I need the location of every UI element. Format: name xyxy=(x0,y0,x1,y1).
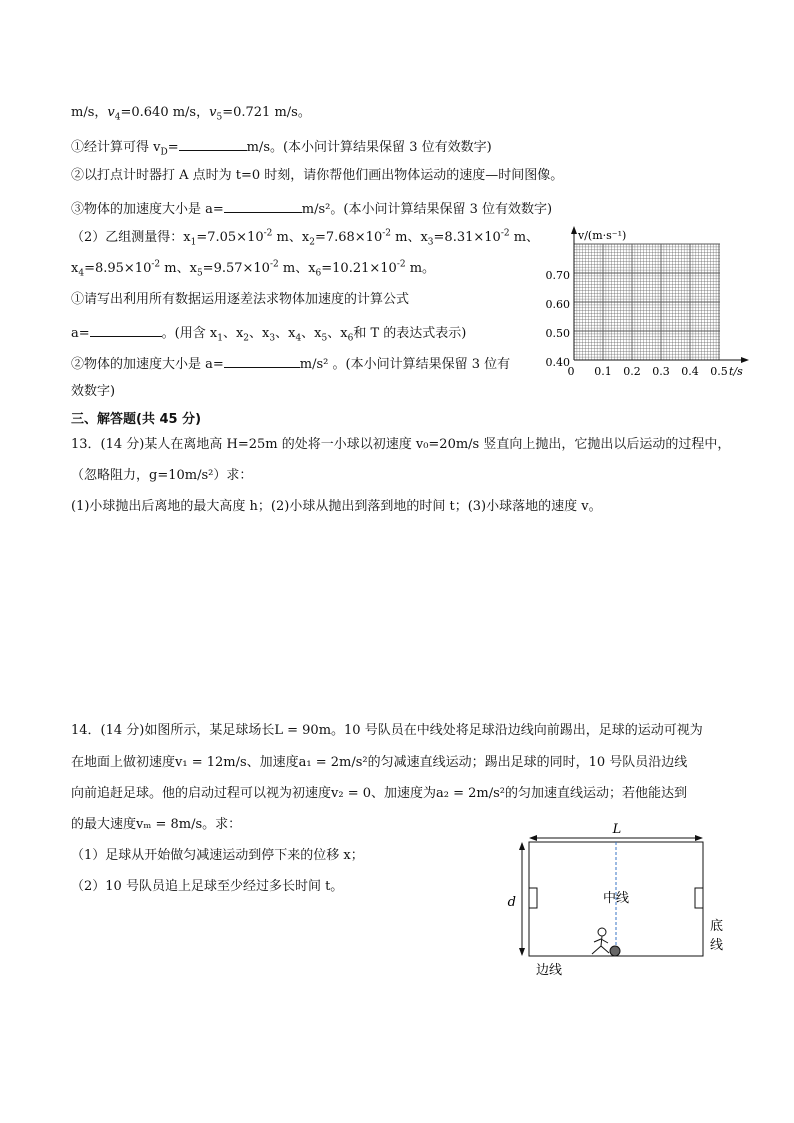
q12-formula-instruction: ①请写出利用所有数据运用逐差法求物体加速度的计算公式 xyxy=(71,292,410,307)
left-goal xyxy=(529,888,537,908)
baseline-label-2: 线 xyxy=(710,938,724,953)
y-axis-label: v/(m·s⁻¹) xyxy=(578,229,627,242)
q13-sub-questions: (1)小球抛出后离地的最大高度 h；(2)小球从抛出到落到地的时间 t；(3)小球落地的速度 v。 xyxy=(71,499,602,514)
sideline-label: 边线 xyxy=(536,963,563,978)
soccer-ball xyxy=(610,946,620,956)
q12-accel-line-2: ②物体的加速度大小是 a= m/s² 。(本小问计算结果保留 3 位有 xyxy=(71,354,510,373)
x-tick-label: 0.1 xyxy=(594,365,612,376)
q14-stem-2: 在地面上做初速度v₁ = 12m/s、加速度a₁ = 2m/s²的匀减速直线运动；踢出足球的同时，10 号队员沿边线 xyxy=(71,755,688,770)
q12-group-b-data-1: （2）乙组测量得：$x_1=7.05\times 10^{-2}$ m、$x_2=7.68\times 10^{-2}$ m、$x_3=8.31\times 10^{-2}$ m、 xyxy=(71,228,540,248)
x-tick-label: 0.5 xyxy=(710,365,728,376)
section-heading: 三、解答题(共 45 分) xyxy=(71,412,202,427)
accel-answer-blank[interactable] xyxy=(224,199,302,213)
player-arm-left xyxy=(594,939,601,942)
width-arrow-bottom xyxy=(519,948,525,956)
right-goal xyxy=(695,888,703,908)
q14-part-2: （2）10 号队员追上足球至少经过多长时间 t。 xyxy=(71,879,344,894)
player-figure xyxy=(592,928,609,954)
q12-vd-line: ①经计算可得 $v_D= m/s$。(本小问计算结果保留 3 位有效数字) xyxy=(71,137,492,156)
length-label: L xyxy=(612,822,622,837)
width-arrow-top xyxy=(519,842,525,850)
q13-stem-1: 13．(14 分)某人在离地高 H=25m 的处将一小球以初速度 v₀=20m/s 竖直向上抛出，它抛出以后运动的过程中， xyxy=(71,437,731,452)
length-arrow-left xyxy=(529,835,537,841)
x-tick-label: 0.4 xyxy=(681,365,699,376)
q12-formula-line: a= 。(用含 $x_1$、$x_2$、$x_3$、$x_4$、$x_5$、$x_6$和 T 的表达式表示) xyxy=(71,323,466,342)
q12-plot-instruction: ②以打点计时器打 A 点时为 t=0 时刻，请你帮他们画出物体运动的速度—时间图像。 xyxy=(71,168,564,183)
player-body xyxy=(601,936,602,946)
graph-grid xyxy=(574,244,720,360)
q12-speed-line: m/s，$v_4=0.640$ m/s，$v_5=0.721$ m/s。 xyxy=(71,105,311,123)
q12-group-b-data-2: $x_4=8.95\times 10^{-2}$ m、$x_5=9.57\times 10^{-2}$ m、$x_6=10.21\times 10^{-2}$ m。 xyxy=(71,259,436,279)
midline-label: 中线 xyxy=(602,891,630,906)
x-tick-label: 0.3 xyxy=(652,365,670,376)
player-leg-left xyxy=(592,946,601,954)
q14-part-1: （1）足球从开始做匀减速运动到停下来的位移 x； xyxy=(71,848,364,863)
y-tick-label: 0.40 xyxy=(545,356,570,369)
x-tick-label: 0 xyxy=(567,365,575,376)
width-label: d xyxy=(507,895,516,910)
velocity-time-graph xyxy=(540,226,750,376)
player-head xyxy=(598,928,606,936)
q14-stem-4: 的最大速度vₘ = 8m/s。求： xyxy=(71,817,242,832)
q14-stem-3: 向前追赶足球。他的启动过程可以视为初速度v₂ = 0、加速度为a₂ = 2m/s²的匀加速直线运动；若他能达到 xyxy=(71,786,687,801)
accel2-answer-blank[interactable] xyxy=(224,354,300,368)
q12-sig-fig-note: 效数字) xyxy=(71,384,116,399)
vd-answer-blank[interactable] xyxy=(179,137,247,151)
y-tick-label: 0.70 xyxy=(545,269,570,282)
formula-answer-blank[interactable] xyxy=(90,323,162,337)
y-axis-arrow xyxy=(571,226,577,234)
q12-accel-line: ③物体的加速度大小是 a= m/s²。(本小问计算结果保留 3 位有效数字) xyxy=(71,199,552,218)
baseline-label-1: 底 xyxy=(710,919,724,934)
q14-stem-1: 14．(14 分)如图所示，某足球场长L = 90m。10 号队员在中线处将足球沿边线向前踢出，足球的运动可视为 xyxy=(71,723,703,738)
player-arm-right xyxy=(601,939,608,943)
q13-stem-2: （忽略阻力，g=10m/s²）求： xyxy=(71,468,253,483)
soccer-field-diagram xyxy=(500,818,740,983)
y-tick-label: 0.60 xyxy=(545,298,570,311)
x-tick-label: 0.2 xyxy=(623,365,641,376)
player-leg-right xyxy=(601,946,609,953)
x-axis-label: t/s xyxy=(729,365,743,376)
y-tick-label: 0.50 xyxy=(545,327,570,340)
length-arrow-right xyxy=(695,835,703,841)
x-axis-arrow xyxy=(741,357,749,363)
